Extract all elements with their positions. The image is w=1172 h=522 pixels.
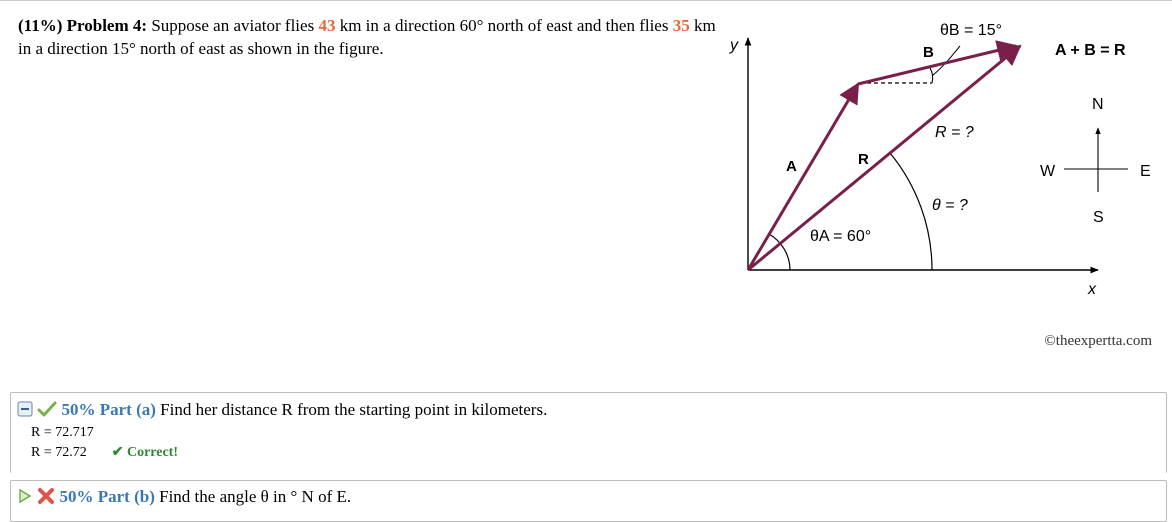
part-a-answer-full: R = 72.717 (31, 425, 94, 440)
theta-unknown-label: θ = ? (932, 197, 968, 214)
problem-text-3: km in a direction 15° north of east as shown in the figure. (18, 16, 716, 58)
problem-statement (18, 14, 718, 60)
part-a-header (17, 400, 547, 422)
vector-b-label: B (923, 44, 934, 61)
part-a-percent[interactable]: 50% Part (a) (61, 400, 156, 419)
theta-arc (890, 153, 932, 270)
checkmark-icon (37, 401, 57, 422)
part-a-answer-rounded-row (31, 444, 178, 461)
part-b-panel (10, 480, 1167, 522)
compass-east-label: E (1140, 163, 1151, 180)
vector-a-label: A (786, 158, 797, 175)
vector-b (858, 46, 1016, 84)
problem-prefix: (11%) Problem 4: (18, 16, 148, 35)
theta-b-label: θB = 15° (940, 22, 1002, 39)
top-divider (0, 0, 1172, 4)
compass-south-label: S (1093, 209, 1104, 226)
part-a-question: Find her distance R from the starting point in kilometers. (160, 400, 548, 419)
compass-west-label: W (1040, 163, 1056, 180)
copyright-credit: ©theexpertta.com (1044, 333, 1152, 349)
theta-a-label: θA = 60° (810, 228, 872, 245)
part-a-panel (10, 392, 1167, 473)
x-axis-label: x (1088, 281, 1096, 298)
incorrect-x-icon (37, 488, 55, 509)
y-axis-label: y (730, 37, 738, 54)
part-b-percent[interactable]: 50% Part (b) (59, 487, 155, 506)
compass-north-label: N (1092, 96, 1104, 113)
collapse-icon[interactable] (17, 401, 33, 422)
vector-figure (722, 6, 1162, 358)
part-b-header (17, 487, 351, 509)
part-a-answer-rounded: R = 72.72 (31, 445, 87, 460)
problem-text-1: Suppose an aviator flies (151, 16, 315, 35)
r-unknown-label: R = ? (935, 124, 974, 141)
part-a-status: ✔ Correct! (111, 445, 179, 460)
problem-text-2: km in a direction 60° north of east and then flies (339, 16, 669, 35)
sum-label: A + B = R (1055, 42, 1126, 59)
part-b-question: Find the angle θ in ° N of E. (159, 487, 352, 506)
distance-b-value: 35 (672, 16, 690, 35)
vector-r-label: R (858, 151, 869, 168)
expand-arrow-icon[interactable] (17, 488, 33, 509)
distance-a-value: 43 (318, 16, 336, 35)
